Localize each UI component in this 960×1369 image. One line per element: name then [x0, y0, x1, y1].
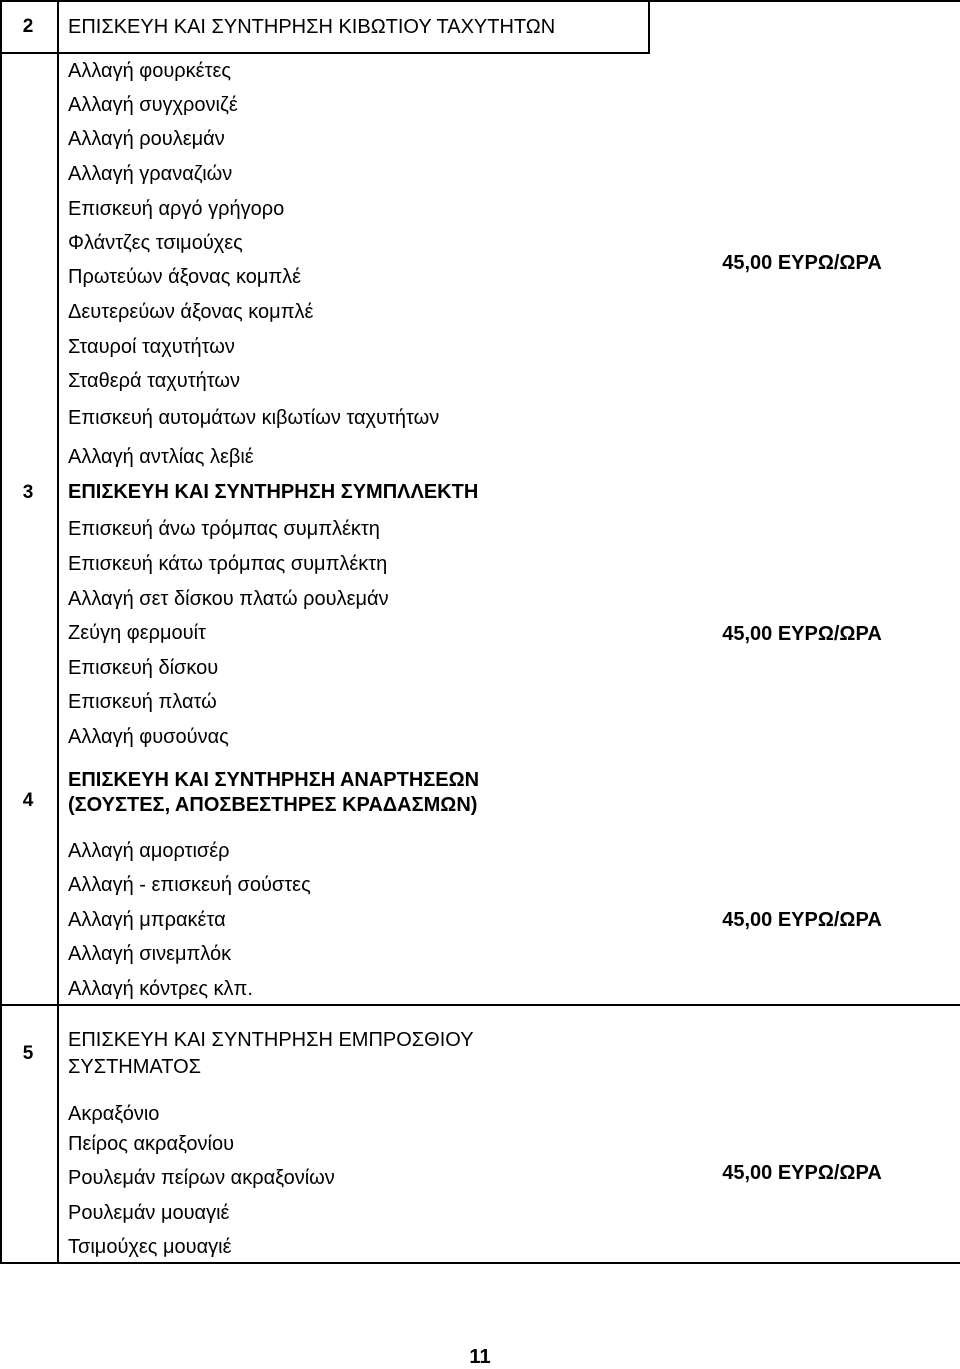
list-item: Ζεύγη φερμουίτ — [68, 622, 206, 644]
section-number: 4 — [22, 790, 34, 811]
section-number: 3 — [22, 482, 34, 503]
table-top-border — [0, 0, 960, 2]
section-title-line-1: ΕΠΙΣΚΕΥΗ ΚΑΙ ΣΥΝΤΗΡΗΣΗ ΑΝΑΡΤΗΣΕΩΝ — [68, 769, 480, 791]
section-number: 2 — [22, 16, 34, 37]
section-number: 5 — [22, 1043, 34, 1064]
list-item: Αλλαγή ρουλεμάν — [68, 128, 225, 150]
list-item: Φλάντζες τσιμούχες — [68, 232, 243, 254]
list-item: Ρουλεμάν μουαγιέ — [68, 1202, 230, 1224]
list-item: Αλλαγή φυσούνας — [68, 726, 229, 748]
section-price: 45,00 ΕΥΡΩ/ΩΡΑ — [722, 623, 882, 645]
list-item: Αλλαγή σετ δίσκου πλατώ ρουλεμάν — [68, 588, 389, 610]
section-price: 45,00 ΕΥΡΩ/ΩΡΑ — [722, 1162, 882, 1184]
list-item: Δευτερεύων άξονας κομπλέ — [68, 301, 314, 323]
table-left-border — [0, 0, 2, 1264]
section-price: 45,00 ΕΥΡΩ/ΩΡΑ — [722, 252, 882, 274]
list-item: Ρουλεμάν πείρων ακραξονίων — [68, 1167, 335, 1189]
section-title-line-1: ΕΠΙΣΚΕΥΗ ΚΑΙ ΣΥΝΤΗΡΗΣΗ ΕΜΠΡΟΣΘΙΟΥ — [68, 1029, 474, 1051]
list-item: Αλλαγή γραναζιών — [68, 163, 233, 185]
list-item: Πρωτεύων άξονας κομπλέ — [68, 266, 302, 288]
section-title-line-2: (ΣΟΥΣΤΕΣ, ΑΠΟΣΒΕΣΤΗΡΕΣ ΚΡΑΔΑΣΜΩΝ) — [68, 794, 478, 816]
list-item: Επισκευή κάτω τρόμπας συμπλέκτη — [68, 553, 388, 575]
list-item: Ακραξόνιο — [68, 1103, 160, 1125]
list-item: Επισκευή άνω τρόμπας συμπλέκτη — [68, 518, 380, 540]
list-item: Επισκευή δίσκου — [68, 657, 219, 679]
section-price: 45,00 ΕΥΡΩ/ΩΡΑ — [722, 909, 882, 931]
header-row-border — [0, 52, 650, 54]
section-title-line-2: ΣΥΣΤΗΜΑΤΟΣ — [68, 1056, 202, 1078]
section-title: ΕΠΙΣΚΕΥΗ ΚΑΙ ΣΥΝΤΗΡΗΣΗ ΚΙΒΩΤΙΟΥ ΤΑΧΥΤΗΤΩΝ — [68, 16, 556, 38]
table-bottom-border — [0, 1262, 960, 1264]
list-item: Αλλαγή αμορτισέρ — [68, 840, 230, 862]
list-item: Πείρος ακραξονίου — [68, 1133, 235, 1155]
list-item: Επισκευή αργό γρήγορο — [68, 198, 285, 220]
col-divider-number — [57, 0, 59, 1264]
list-item: Επισκευή πλατώ — [68, 691, 217, 713]
list-item: Αλλαγή συγχρονιζέ — [68, 94, 238, 116]
col-divider-price — [648, 0, 650, 52]
list-item: Τσιμούχες μουαγιέ — [68, 1236, 232, 1258]
list-item: Σταθερά ταχυτήτων — [68, 370, 240, 392]
page-number: 11 — [469, 1346, 491, 1368]
list-item: Αλλαγή αντλίας λεβιέ — [68, 446, 254, 468]
list-item: Επισκευή αυτομάτων κιβωτίων ταχυτήτων — [68, 407, 440, 429]
list-item: Αλλαγή μπρακέτα — [68, 909, 226, 931]
list-item: Αλλαγή σινεμπλόκ — [68, 943, 232, 965]
list-item: Αλλαγή κόντρες κλπ. — [68, 978, 253, 1000]
section-divider — [0, 1004, 960, 1006]
list-item: Αλλαγή - επισκευή σούστες — [68, 874, 311, 896]
section-title: ΕΠΙΣΚΕΥΗ ΚΑΙ ΣΥΝΤΗΡΗΣΗ ΣΥΜΠΛΛΕΚΤΗ — [68, 481, 479, 503]
list-item: Αλλαγή φουρκέτες — [68, 60, 232, 82]
list-item: Σταυροί ταχυτήτων — [68, 336, 235, 358]
